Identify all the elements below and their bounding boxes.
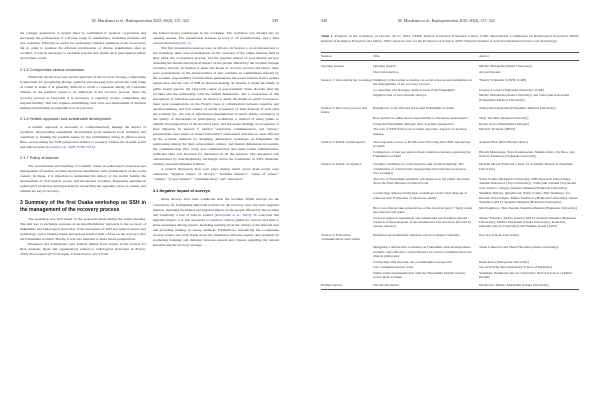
cell-author: Michio Murakami (Osaka University) and Tomoyuki Kobayashi (Fukushima Medical University) xyxy=(479,93,570,102)
cell-session xyxy=(321,191,373,205)
cell-session xyxy=(321,149,373,159)
paragraph: Presenters and participants were invited, mainly from experts in the Society for Risk Analysis Japan and organizations related to radiological protection in France. Thirty-five experts (27 from Japan, 6 from France, and 2 from xyxy=(20,242,146,257)
paragraph: the younger generation. A system must be established to promote cooperation and encourage the participation of a diverse range of stakeholders, including evacuees and new residents. Diversity is useful for addressing complex situations at the local level, but in order to promote the efficient participation of diverse stakeholders after an accident, it will be necessary to establish systems that enable such participation before an accident occurs. xyxy=(20,31,146,61)
table-row xyxy=(321,270,579,280)
cell-author: Yume Souma (Hokkaido University/ JSPS Research Fellowship), Takashi Nakazawa (Toyo University), Tomoyuki Tatsumi (Toyohashi Sozo Junior College), Susumu Ohnuma (Hokkaido University) xyxy=(479,176,576,190)
cell-session xyxy=(321,270,373,280)
table-row xyxy=(321,280,579,290)
cell-author: Nori Aoi (Osaka University) xyxy=(479,232,519,237)
cell-title: The long-term course of PTSD cases following the GEJE and nuclear accident xyxy=(373,139,471,149)
subsection-heading-2-1-6: 2.1.6 Holistic approach and sustainable development xyxy=(20,116,112,122)
text: A holistic approach is necessary to comprehensively manage the impact of accidents. Incorporating sustainable development goals enhances local resilience and contribute to framing the possible future for the communities living in affected areas. Here, incorporating the SSH perspective enables to properly address the broader social and ethical issues ( xyxy=(20,124,146,149)
paragraph xyxy=(153,31,279,46)
cell-title: How can citizens take perspectives of the involved party?: Study using the removed soil game xyxy=(373,205,473,215)
cell-session: Ending session xyxy=(321,280,373,290)
header-title: Title xyxy=(373,53,479,61)
cell-author: Jacques Lochard (Nagasaki University/ ICRP) xyxy=(479,87,544,92)
cell-title: Comparison of risk perception about radiation exposure regarding the Fukushima accident xyxy=(373,149,471,159)
cell-title: Life communication in crisis xyxy=(373,265,414,270)
cell-session: Session 3: Public health aspects xyxy=(321,139,366,144)
subsection-heading-3-1: 3.1 Negative impact of surveys xyxy=(153,188,210,194)
cell-author: Yukihide Shibata, Qinglin Cui, Yume Souma, Mai Tsujimoto, Uz Honam, Nana Kihara, Maiko Takamoto (Hokkaido University), Tetsuo Yasutaka (AIST), Susumu Ohnuma (Hokkaido University) xyxy=(479,191,579,205)
table-row xyxy=(321,191,579,205)
table-row xyxy=(321,205,579,215)
cell-author: Ryoko Ando (Fukushima Dialogue) xyxy=(479,121,530,126)
cell-title: Hamadori environmental radiation school at Osaka University xyxy=(373,232,461,237)
table-row xyxy=(321,60,579,69)
cell-session: Session 4: Public acceptance xyxy=(321,162,362,167)
cell-title: Opening speech xyxy=(373,64,396,69)
cell-author: Michael Tichauer (IRSN) xyxy=(479,127,515,132)
page-number: 339 xyxy=(272,18,279,23)
cell-author: Moderator: Michio Murakami (Osaka University) xyxy=(479,280,579,290)
cell-author: Kumi Kato (Wakayama University) xyxy=(479,259,529,264)
cell-author: Yoshitaka Nishikawa (Kyoto University/ Harvard School of Public Health) xyxy=(479,270,573,280)
cell-author: Thierry Schneider (CEPN/ ICRP) xyxy=(479,77,527,82)
cell-title: Summary of the online workshop on social sciences and humanities in the management of the recovery process xyxy=(373,77,472,87)
table-row xyxy=(321,75,579,88)
table-row xyxy=(321,159,579,176)
citation-link[interactable]: Kobayashi et al., 2025 xyxy=(215,212,250,217)
citation-link[interactable]: Cordaill et al., 2020; ICRP, 2018 xyxy=(46,144,94,149)
cell-session: Session 5: Education, communication, and culture xyxy=(321,232,361,242)
caption-text: Program on the workshop on October 26–27, 2024. CEPN: Nuclear Protection Evaluation Centre; ICRP: International Commission on Radiological Protection; IRSN: Institute of Radiation Protection and Safety; JSPS: Japan Society for the Promotion of Science; AIST: National Institute of Advanced Industrial Science and Technology. xyxy=(321,34,579,43)
cell-author: Taisei Umezawa and Shiori Hirohata (Osaka University) xyxy=(479,245,559,250)
cell-author: Hiromi Matsunaga, Yuya Kashiwazaki, Makiko Orita, Xu Xiao, and Noboru Takamura (Nagasaki University) xyxy=(479,149,575,159)
cell-session xyxy=(321,93,373,103)
paragraph: The workshop was held based on the proposals made during the online meeting. The aim was to exchange opinions on an interdisciplinary approach to the recovery of Fukushima and radiological protection, from viewpoints of SSH and related science and technology, and to identify issues and lessons learned with a focus on the recovery after the Fukushima accident. Finally, it was also intended to share future perspectives. xyxy=(20,216,146,242)
table-row xyxy=(321,229,579,242)
header-author: Author xyxy=(479,53,579,61)
subsection-heading-2-1-5: 2.1.5 Compromise versus consensus xyxy=(20,66,85,72)
cell-title: The role of SSH in the post-accident expertise: Aspects of decision making xyxy=(373,127,467,136)
cell-author: Michio Murakami (Osaka University) xyxy=(479,64,533,69)
paragraph: The prioritization and handling of scientific issues in radiological protection and management of nuclear accident should be determined with consideration of the social context. In Japan, it is important to understand the history of the atomic bombs, the development of civil nuclear power, and the nuclear accidents. Deepening expertise in radiological protection and appropriately reconciling the opposing views of experts and citizens are key to recovery. xyxy=(20,163,146,194)
cell-title: Connecting with the land: An ecohumanities perspective xyxy=(373,259,453,264)
cell-title: Creating conditions for joint expertise and decision-making: The contribution of collaborative engineering and territorial projection – Two examples xyxy=(373,162,469,176)
cell-session xyxy=(321,242,373,259)
cell-session xyxy=(321,215,373,229)
cell-session: Opening session xyxy=(321,64,345,69)
paragraph: The five presentation sessions were as follows. In Session 1, as an introduction to the workshop, there were presentations on the overview of the online meeting held in May 2024, the co-expertise process, and the negative impact of post-disaster surveys including the mental and physical impact on the people affected by the accident through excessive surveys. In Session 2, under the theme of recovery process and future, there were presentations on the characteristics of new residents in communities affected by the accident, responsibility towards future generations, the power balance from a gender perspective, and the role of SSH in decision-making. In Session 3, under the theme of public health aspects, the long-term course of post-traumatic stress disorder after the accident and the relationship with the human dimensions, and a comparison of risk perceptions of radiation exposure. In Session 4, under the theme of public acceptance, there were presentations on the French cases of collaboration between expertise and decision-making, and four studies on public acceptance of final disposal of soils after the accident (i.e., the role of information dissemination in public debate, evaluation of the quality of discussions in participatory workshops, a method of using games to identify the perspectives of the involved party, and the recent findings on acceptance of final disposal). In Session 5, entitled “education, communication, and culture,” presentations were made on Osaka University’s educational activities in areas affected by the accident, methods for designing deliberative workshops on Fukushima, the relationship among the land, environment, culture, and human dimensions in tourism, life communication after crisis, and communication and stable iodine administration. Sufficient time was allocated for discussion in all the sessions. The discussion was characterized by interdisciplinary exchanges across the boundaries of SSH, medicine, nursing, and environmental sciences. xyxy=(153,46,279,167)
text: ). xyxy=(189,41,192,46)
cell-session xyxy=(321,127,373,137)
cell-title: Stable iodine implementation after the Fukushima Daiichi nuclear power plant accident xyxy=(373,270,466,280)
section-heading-3: 3 Summary of the first Osaka workshop on SSH in the management of the recovery process xyxy=(20,200,146,213)
cell-title: The role of Fukushima residents’ information on the public discourse about the final disposal of removed soil xyxy=(373,176,470,186)
paragraph: A general discussion then took place during which seven main points were addressed: “negative impact of surveys,” “harmful rumours,” “sense of values,” “culture,” “power balance,” “communication,” and “education”. xyxy=(153,167,279,182)
cell-author: Shoji Tsuchida (Kansai University) xyxy=(479,116,529,121)
cell-title: How should we think about responsibility to the future generations? xyxy=(373,116,469,121)
caption-label: Table 1. xyxy=(321,34,334,38)
page-340 xyxy=(300,0,600,400)
table-row xyxy=(321,176,579,190)
table-row xyxy=(321,242,579,259)
cell-title: Short introduction xyxy=(373,69,399,74)
cell-author: Sae Ochi (The Jikei University School of Medicine) xyxy=(479,265,552,270)
table-row xyxy=(321,215,579,229)
cell-title: Social acceptance assessment and stakeholder involvement: Recent research of final disposal of decontaminated soil and areas affected by nuclear disasters xyxy=(373,215,472,229)
table-row xyxy=(321,93,579,103)
table-link[interactable]: Tab. 1 xyxy=(180,41,190,46)
cell-title: Designing a deliberative workshop on Fukushima with undergraduate students: self-reflection of practitioners in science communication and clinical philosophy xyxy=(373,245,472,259)
cell-title: Overall discussion xyxy=(373,280,479,290)
right-column xyxy=(153,31,279,248)
paragraph: Within the decision process and the selection of the recovery strategy, compromise is important for recognizing diverse opinions and restoring trust. Given the wide range of values at stake, it is generally difficult to reach a consensus among all concerned citizens on the sensitive issues to be addressed in the recovery process. Since the recovery process is long-term, it is necessary to regularly review compromise and respond flexibly. This also requires establishing clear roles and mechanisms of decision making and building an adaptable recovery process. xyxy=(20,75,146,110)
cell-author: Arinobu Hori (Hori Mental Clinic) xyxy=(479,139,528,144)
text: ). To overcome this negative impact, it is first necessary to reinforce ethical guides for surveys and then to share awareness among experts, including learning about the culture of the affected area and providing training on survey methods. Furthermore, introducing the co-expertise process would also help break down the imbalance between experts and residents by promoting listening and dialogue between experts and citizens regarding the current situation and the recovery strategy. xyxy=(153,212,279,247)
cell-title: Using the Fukushima dialogue data: A gender perspective xyxy=(373,121,454,126)
table-caption xyxy=(321,34,579,43)
subsection-heading-2-1-7: 2.1.7 Policy of science xyxy=(20,155,59,161)
cell-title: Negative side of post-disaster surveys xyxy=(373,93,427,98)
cell-author: Myriam Merad (National Center for Scientific Research/ Dauphine University) xyxy=(479,162,573,171)
page-number: 340 xyxy=(321,18,328,23)
cell-session xyxy=(321,205,373,215)
cell-title: Co-expertise and dialogue: Some lessons from Fukushima xyxy=(373,87,455,92)
table-header-row xyxy=(321,53,579,61)
cell-author: Mai Tsujimoto, Yuto Suzuki, Susumu Ohnuma (Hokkaido University) xyxy=(479,205,578,210)
text: the United States) participated in the workshop. The workshop was divided into an opening session, five presentation sessions (a total of 19 presentations), and a final overall discussion ( xyxy=(153,31,279,46)
left-column xyxy=(20,31,146,257)
paragraph xyxy=(20,125,146,150)
table-row xyxy=(321,103,579,116)
cell-author: All participants xyxy=(479,69,501,74)
table-body xyxy=(321,60,579,289)
paragraph xyxy=(153,197,279,247)
running-head: M. Murakami et al.: Radioprotection 2025, 60(4), 337–343 xyxy=(398,18,495,23)
table-row xyxy=(321,127,579,137)
running-head: M. Murakami et al.: Radioprotection 2025, 60(4), 337–343 xyxy=(92,18,189,23)
cell-author: Tomoyuki Kobayashi (Fukushima Medical University) xyxy=(479,106,556,111)
cell-session: Session 1: Introducing the workshop xyxy=(321,77,373,82)
cell-author: Tetsuo Yasutaka, Momo Takada (AIST), Susumu Ohnuma (Hokkaido University), Michio Murakami (Osaka University), Kenichiro Onitsuka (Kyoto University) and Yumiko Kanai (AIST) xyxy=(479,215,577,229)
text: ). xyxy=(93,144,96,149)
cell-title: Immigrants to the affected areas after Fukushima accident xyxy=(373,106,455,111)
text: Many surveys have been conducted after the accident. While surveys are the cornerstone for formulating important policies for the recovery, they also have negative impacts, including the mental and physical impact on the people affected by the accident and eventually a loss of trust in science ( xyxy=(153,197,279,217)
table-row xyxy=(321,149,579,159)
table-row xyxy=(321,137,579,150)
program-table xyxy=(321,52,579,290)
cell-title: Conducting citizen participation workshops on the final disposal of removed soil: Evaluation of discourse quality xyxy=(373,191,468,200)
header-session: Session xyxy=(321,53,373,61)
cell-session: Session 2: Recovery process and future xyxy=(321,106,367,115)
cell-session xyxy=(321,176,373,190)
